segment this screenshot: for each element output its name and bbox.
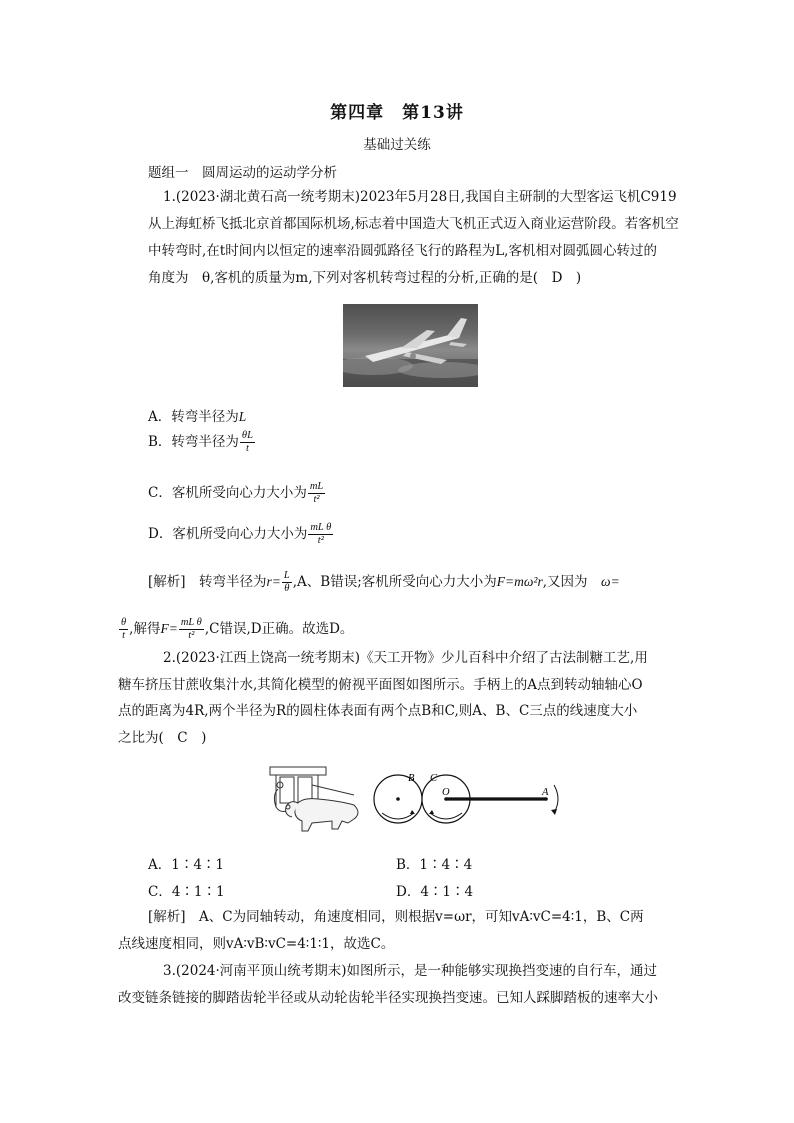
analysis-text: ,解得 [129,621,161,637]
group-title: 题组一 圆周运动的运动学分析 [148,165,337,181]
sugar-press-icon [262,763,572,835]
analysis-text: ,A、B错误;客机所受向心力大小为 [292,574,497,590]
analysis-text: ,C错误,D正确。故选D。 [204,621,354,637]
q1-option-b-fraction [240,430,255,455]
q1-option-a-text: A．转弯半径为 [148,409,239,425]
q2-line-1: 2.(2023·江西上饶高一统考期末)《天工开物》少儿百科中介绍了古法制糖工艺,用 [163,650,648,666]
q2-option-c: C．4∶1∶1 [148,884,225,900]
q2-analysis-line-1 [148,907,658,927]
radius-fraction [282,570,292,595]
airplane-icon [343,304,478,387]
q2-line-4: 之比为( C ) [118,730,207,746]
sugar-press-diagram [262,763,572,835]
fraction-denominator: t² [317,535,324,546]
analysis-text: ,又因为 [542,574,602,590]
q1-option-b-text: B．转弯半径为 [148,434,239,450]
q1-option-d-fraction [308,522,333,547]
diagram-label-c: C [430,773,438,784]
analysis-text: 转弯半径为 [185,574,267,590]
fraction-denominator: t [245,443,249,454]
q2-option-b: B．1∶4∶4 [396,857,473,873]
diagram-label-b: B [408,773,415,784]
q1-option-c-text: C．客机所受向心力大小为 [148,485,307,501]
q1-option-c-fraction [308,481,325,506]
q1-option-a-value: L [238,409,247,424]
q2-option-d: D．4∶1∶4 [396,884,474,900]
q1-option-b [148,430,256,455]
section-subtitle: 基础过关练 [363,137,431,153]
airplane-photo [343,304,478,387]
q2-line-2: 糖车挤压甘蔗收集汁水,其简化模型的俯视平面图如图所示。手柄上的A点到转动轴轴心O [118,677,643,693]
fraction-numerator: θ [121,617,127,628]
fraction-numerator: θL [241,430,253,441]
analysis-formula: F= [160,621,178,636]
analysis-formula: r= [266,574,281,589]
q1-analysis-line-1 [148,570,658,595]
fraction-numerator: mL [309,481,324,492]
q1-option-a [148,405,246,425]
q1-line-1: 1.(2023·湖北黄石高一统考期末)2023年5月28日,我国自主研制的大型客运飞机C919 [163,189,677,205]
fraction-numerator: mL θ [180,617,202,628]
omega-fraction [119,617,128,642]
analysis-formula: ω= [601,574,620,589]
q1-line-4: 角度为 θ,客机的质量为m,下列对客机转弯过程的分析,正确的是( D ) [148,270,582,286]
q1-option-d-text: D．客机所受向心力大小为 [148,526,308,542]
q1-analysis-line-2 [118,617,628,642]
fraction-denominator: θ [284,583,290,594]
q1-line-2: 从上海虹桥飞抵北京首都国际机场,标志着中国造大飞机正式迈入商业运营阶段。若客机空 [148,216,679,232]
force-fraction [179,617,204,642]
q1-option-d [148,522,334,547]
diagram-label-a: A [542,787,549,798]
q1-option-c [148,481,326,506]
diagram-label-o: O [442,787,450,798]
q3-line-2: 改变链条链接的脚踏齿轮半径或从动轮齿轮半径实现换挡变速。已知人踩脚踏板的速率大小 [118,990,658,1006]
fraction-numerator: mL θ [310,522,332,533]
analysis-label: [解析] [148,909,186,925]
q2-analysis-line-2: 点线速度相同，则vA∶vB∶vC=4∶1∶1，故选C。 [118,936,395,952]
q3-line-1: 3.(2024·河南平顶山统考期末)如图所示，是一种能够实现换挡变速的自行车，通过 [163,963,658,979]
analysis-formula: F=mω²r [496,574,543,589]
fraction-denominator: t² [313,494,320,505]
analysis-label: [解析] [148,574,186,590]
fraction-denominator: t² [188,630,195,641]
q1-line-3: 中转弯时,在t时间内以恒定的速率沿圆弧路径飞行的路程为L,客机相对圆弧圆心转过的 [148,243,657,259]
q2-option-a: A．1∶4∶1 [148,857,225,873]
fraction-numerator: L [283,570,290,581]
fraction-denominator: t [122,630,126,641]
chapter-title: 第四章 第13讲 [330,103,464,123]
analysis-text: A、C为同轴转动，角速度相同，则根据v=ωr，可知vA∶vC=4∶1，B、C两 [185,909,644,925]
q2-line-3: 点的距离为4R,两个半径为R的圆柱体表面有两个点B和C,则A、B、C三点的线速度大小 [118,703,638,719]
